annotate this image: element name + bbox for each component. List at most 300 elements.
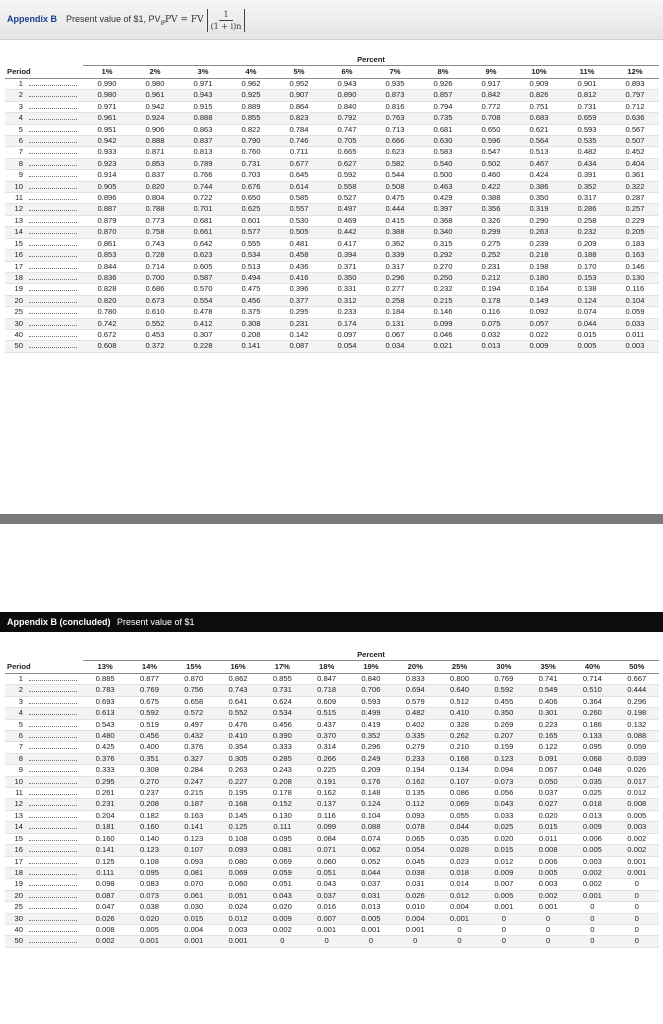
value-cell: 0.605: [179, 261, 227, 272]
value-cell: 0.861: [83, 238, 131, 249]
value-cell: 0.295: [275, 307, 323, 318]
table-row: [5, 272, 659, 283]
value-cell: 0.624: [260, 696, 304, 707]
period-number: 17: [14, 856, 23, 866]
value-cell: 0.069: [216, 867, 260, 878]
value-cell: 0.327: [172, 753, 216, 764]
period-number: 20: [14, 295, 23, 305]
period-number: 50: [14, 341, 23, 351]
value-cell: 0.071: [304, 845, 348, 856]
period-number: 25: [14, 902, 23, 912]
value-cell: 0.837: [131, 170, 179, 181]
table-row: [5, 284, 659, 295]
value-cell: 0.088: [349, 822, 393, 833]
value-cell: 0.788: [131, 204, 179, 215]
value-cell: 0.039: [615, 753, 659, 764]
value-cell: 0.164: [515, 284, 563, 295]
period-number: 1: [18, 79, 23, 88]
value-cell: 0.497: [323, 204, 371, 215]
value-cell: 0.475: [371, 193, 419, 204]
period-cell: [5, 833, 83, 844]
value-cell: 0.050: [526, 776, 570, 787]
period-cell: [5, 215, 83, 226]
value-cell: 0.794: [419, 101, 467, 112]
period-number: 12: [14, 799, 23, 809]
value-cell: 0.666: [371, 136, 419, 147]
period-cell: [5, 295, 83, 306]
value-cell: 0.168: [437, 753, 481, 764]
table-title: Present value of $1: [117, 617, 195, 627]
value-cell: 0.659: [563, 113, 611, 124]
leader-dots: [29, 794, 77, 795]
percent-header-spacer: [5, 55, 83, 66]
table-row: [5, 879, 659, 890]
appendix-label: Appendix B (concluded): [7, 617, 111, 627]
pv-table-2: [5, 650, 659, 948]
table-row: [5, 810, 659, 821]
rate-header: 15%: [172, 661, 216, 674]
value-cell: 0.596: [467, 136, 515, 147]
value-cell: 0: [526, 936, 570, 947]
value-cell: 0.152: [260, 799, 304, 810]
value-cell: 0.095: [127, 867, 171, 878]
value-cell: 0.301: [526, 708, 570, 719]
value-cell: 0.095: [570, 742, 614, 753]
value-cell: 0.001: [482, 902, 526, 913]
table-row: [5, 742, 659, 753]
value-cell: 0.714: [131, 261, 179, 272]
value-cell: 0.478: [179, 307, 227, 318]
value-cell: 0.746: [275, 136, 323, 147]
value-cell: 0.500: [419, 170, 467, 181]
value-cell: 0.210: [437, 742, 481, 753]
value-cell: 0.871: [131, 147, 179, 158]
value-cell: 0.037: [526, 788, 570, 799]
period-cell: [5, 147, 83, 158]
value-cell: 0.505: [275, 227, 323, 238]
value-cell: 0.784: [275, 124, 323, 135]
value-cell: 0.086: [437, 788, 481, 799]
period-number: 11: [15, 193, 23, 203]
value-cell: 0.001: [304, 924, 348, 935]
value-cell: 0.396: [275, 284, 323, 295]
value-cell: 0.890: [323, 90, 371, 101]
value-cell: 0.582: [371, 158, 419, 169]
table-row: [5, 696, 659, 707]
value-cell: 0.084: [304, 833, 348, 844]
value-cell: 0.031: [349, 890, 393, 901]
period-number: 7: [18, 742, 23, 752]
period-header: Period: [5, 66, 83, 79]
value-cell: 0.124: [349, 799, 393, 810]
value-cell: 0.424: [515, 170, 563, 181]
period-number: 3: [18, 101, 23, 111]
value-cell: 0.097: [323, 329, 371, 340]
formula-prefix: PV = FV: [165, 15, 204, 25]
rate-header: 13%: [83, 661, 127, 674]
value-cell: 0.339: [371, 250, 419, 261]
value-cell: 0.250: [419, 272, 467, 283]
value-cell: 0.422: [467, 181, 515, 192]
value-cell: 0.751: [515, 101, 563, 112]
value-cell: 0.458: [275, 250, 323, 261]
value-cell: 0.208: [260, 776, 304, 787]
percent-label: Percent: [83, 55, 659, 66]
value-cell: 0.371: [323, 261, 371, 272]
value-cell: 0.284: [172, 765, 216, 776]
value-cell: 0.700: [131, 272, 179, 283]
rate-header: 35%: [526, 661, 570, 674]
value-cell: 0.112: [393, 799, 437, 810]
period-number: 5: [18, 719, 23, 729]
value-cell: 0.962: [227, 79, 275, 90]
value-cell: 0.567: [611, 124, 659, 135]
leader-dots: [29, 828, 77, 829]
value-cell: 0.623: [179, 250, 227, 261]
period-cell: [5, 204, 83, 215]
value-cell: 0.054: [323, 341, 371, 352]
value-cell: 0.059: [260, 867, 304, 878]
leader-dots: [29, 908, 77, 909]
table-row: [5, 822, 659, 833]
value-cell: 0.877: [127, 674, 171, 685]
value-cell: 0.935: [371, 79, 419, 90]
value-cell: 0.456: [127, 731, 171, 742]
value-cell: 0.790: [227, 136, 275, 147]
value-cell: 0.262: [437, 731, 481, 742]
value-cell: 0.051: [304, 867, 348, 878]
rate-header: 1%: [83, 66, 131, 79]
value-cell: 0.772: [467, 101, 515, 112]
value-cell: 0: [482, 913, 526, 924]
value-cell: 0.037: [304, 890, 348, 901]
value-cell: 0.025: [482, 822, 526, 833]
period-number: 16: [14, 250, 23, 260]
period-cell: [5, 79, 83, 90]
period-number: 3: [18, 696, 23, 706]
value-cell: 0.681: [419, 124, 467, 135]
value-cell: 0.051: [216, 890, 260, 901]
value-cell: 0.007: [304, 913, 348, 924]
value-cell: 0.870: [83, 227, 131, 238]
value-cell: 0.453: [131, 329, 179, 340]
period-cell: [5, 742, 83, 753]
value-cell: 0.888: [131, 136, 179, 147]
table-row: [5, 318, 659, 329]
value-cell: 0.480: [83, 731, 127, 742]
value-cell: 0.444: [371, 204, 419, 215]
value-cell: 0.906: [131, 124, 179, 135]
period-cell: [5, 113, 83, 124]
value-cell: 0.296: [371, 272, 419, 283]
value-cell: 0.437: [304, 719, 348, 730]
value-cell: 0.728: [131, 250, 179, 261]
value-cell: 0.025: [570, 788, 614, 799]
value-cell: 0.009: [570, 822, 614, 833]
period-cell: [5, 261, 83, 272]
period-header: Period: [5, 661, 83, 674]
value-cell: 0.410: [216, 731, 260, 742]
table-row: [5, 765, 659, 776]
value-cell: 0.037: [349, 879, 393, 890]
period-cell: [5, 708, 83, 719]
value-cell: 0.587: [179, 272, 227, 283]
leader-dots: [29, 199, 77, 200]
column-header-row: [5, 661, 659, 674]
value-cell: 0.026: [83, 913, 127, 924]
value-cell: 0.123: [127, 845, 171, 856]
value-cell: 0: [437, 936, 481, 947]
value-cell: 0.519: [127, 719, 171, 730]
value-cell: 0.131: [371, 318, 419, 329]
value-cell: 0.016: [304, 902, 348, 913]
value-cell: 0.130: [611, 272, 659, 283]
period-cell: [5, 902, 83, 913]
leader-dots: [29, 726, 77, 727]
table-row: [5, 136, 659, 147]
value-cell: 0.376: [83, 753, 127, 764]
leader-dots: [29, 176, 77, 177]
rate-header: 25%: [437, 661, 481, 674]
leader-dots: [29, 313, 77, 314]
value-cell: 0.055: [437, 810, 481, 821]
value-cell: 0.783: [83, 685, 127, 696]
value-cell: 0.018: [437, 867, 481, 878]
leader-dots: [29, 336, 77, 337]
value-cell: 0.494: [227, 272, 275, 283]
leader-dots: [29, 931, 77, 932]
value-cell: 0.540: [419, 158, 467, 169]
value-cell: 0.610: [131, 307, 179, 318]
value-cell: 0.686: [131, 284, 179, 295]
value-cell: 0.207: [482, 731, 526, 742]
value-cell: 0.766: [179, 170, 227, 181]
value-cell: 0.116: [611, 284, 659, 295]
period-number: 40: [14, 329, 23, 339]
period-cell: [5, 685, 83, 696]
value-cell: 0.004: [172, 924, 216, 935]
value-cell: 0.400: [127, 742, 171, 753]
table-row: [5, 341, 659, 352]
rate-header: 10%: [515, 66, 563, 79]
value-cell: 0.543: [83, 719, 127, 730]
value-cell: 0.208: [127, 799, 171, 810]
value-cell: 0.350: [515, 193, 563, 204]
value-cell: 0.123: [482, 753, 526, 764]
value-cell: 0.007: [482, 879, 526, 890]
value-cell: 0.116: [304, 810, 348, 821]
value-cell: 0.735: [419, 113, 467, 124]
value-cell: 0.308: [127, 765, 171, 776]
period-number: 16: [14, 845, 23, 855]
value-cell: 0.681: [179, 215, 227, 226]
value-cell: 0.002: [615, 833, 659, 844]
value-cell: 0.233: [393, 753, 437, 764]
value-cell: 0.209: [349, 765, 393, 776]
value-cell: 0.676: [227, 181, 275, 192]
value-cell: 0.747: [323, 124, 371, 135]
value-cell: 0.181: [83, 822, 127, 833]
value-cell: 0.943: [179, 90, 227, 101]
value-cell: 0.013: [570, 810, 614, 821]
percent-label: Percent: [83, 650, 659, 661]
value-cell: 0.397: [419, 204, 467, 215]
value-cell: 0.215: [172, 788, 216, 799]
value-cell: 0.003: [526, 879, 570, 890]
period-number: 2: [18, 90, 23, 100]
value-cell: 0.208: [227, 329, 275, 340]
value-cell: 0.315: [419, 238, 467, 249]
value-cell: 0.552: [131, 318, 179, 329]
value-cell: 0.002: [526, 890, 570, 901]
value-cell: 0.308: [227, 318, 275, 329]
value-cell: 0.853: [131, 158, 179, 169]
value-cell: 0.067: [371, 329, 419, 340]
value-cell: 0.184: [371, 307, 419, 318]
value-cell: 0.812: [563, 90, 611, 101]
value-cell: 0.287: [611, 193, 659, 204]
value-cell: 0.060: [304, 856, 348, 867]
table-row: [5, 158, 659, 169]
table-title-subscript: IF: [160, 20, 166, 27]
period-number: 10: [14, 776, 23, 786]
value-cell: 0.455: [482, 696, 526, 707]
value-cell: 0.705: [323, 136, 371, 147]
value-cell: 0.340: [419, 227, 467, 238]
table-row: [5, 124, 659, 135]
value-cell: 0.534: [260, 708, 304, 719]
value-cell: 0.780: [83, 307, 131, 318]
value-cell: 0.971: [179, 79, 227, 90]
value-cell: 0.013: [467, 341, 515, 352]
value-cell: 0.065: [393, 833, 437, 844]
value-cell: 0.351: [127, 753, 171, 764]
value-cell: 0.191: [304, 776, 348, 787]
value-cell: 0.052: [349, 856, 393, 867]
leader-dots: [29, 771, 77, 772]
value-cell: 0.706: [349, 685, 393, 696]
period-number: 50: [14, 936, 23, 946]
period-number: 19: [14, 284, 23, 294]
appendix-b-concluded-panel: [0, 612, 663, 1024]
value-cell: 0.804: [131, 193, 179, 204]
value-cell: 0.469: [323, 215, 371, 226]
value-cell: 0.001: [393, 924, 437, 935]
value-cell: 0.231: [467, 261, 515, 272]
rate-header: 18%: [304, 661, 348, 674]
value-cell: 0.404: [611, 158, 659, 169]
value-cell: 0.225: [304, 765, 348, 776]
value-cell: 0: [615, 890, 659, 901]
value-cell: 0.069: [437, 799, 481, 810]
value-cell: 0.873: [371, 90, 419, 101]
value-cell: 0.069: [260, 856, 304, 867]
value-cell: 0.593: [349, 696, 393, 707]
percent-header-row: [5, 55, 659, 66]
value-cell: 0.051: [260, 879, 304, 890]
period-cell: [5, 307, 83, 318]
value-cell: 0.952: [275, 79, 323, 90]
table-row: [5, 101, 659, 112]
table-row: [5, 227, 659, 238]
value-cell: 0.160: [127, 822, 171, 833]
value-cell: 0.277: [371, 284, 419, 295]
value-cell: 0.258: [563, 215, 611, 226]
value-cell: 0.212: [467, 272, 515, 283]
value-cell: 0.088: [615, 731, 659, 742]
value-cell: 0.572: [172, 708, 216, 719]
value-cell: 0.012: [615, 788, 659, 799]
value-cell: 0.317: [371, 261, 419, 272]
value-cell: 0.032: [467, 329, 515, 340]
value-cell: 0.915: [179, 101, 227, 112]
leader-dots: [29, 714, 77, 715]
period-cell: [5, 227, 83, 238]
period-cell: [5, 867, 83, 878]
value-cell: 0.368: [419, 215, 467, 226]
value-cell: 0.482: [563, 147, 611, 158]
value-cell: 0.942: [83, 136, 131, 147]
value-cell: 0.893: [611, 79, 659, 90]
value-cell: 0.800: [437, 674, 481, 685]
period-cell: [5, 90, 83, 101]
value-cell: 0.232: [563, 227, 611, 238]
value-cell: 0.194: [467, 284, 515, 295]
period-cell: [5, 250, 83, 261]
value-cell: 0.333: [83, 765, 127, 776]
rate-header: 50%: [615, 661, 659, 674]
value-cell: 0.703: [227, 170, 275, 181]
value-cell: 0.093: [393, 810, 437, 821]
value-cell: 0.769: [482, 674, 526, 685]
value-cell: 0.925: [227, 90, 275, 101]
value-cell: 0.020: [260, 902, 304, 913]
value-cell: 0.231: [275, 318, 323, 329]
value-cell: 0.048: [570, 765, 614, 776]
value-cell: 0.005: [563, 341, 611, 352]
value-cell: 0.564: [515, 136, 563, 147]
value-cell: 0.001: [172, 936, 216, 947]
value-cell: 0.961: [131, 90, 179, 101]
value-cell: 0.098: [83, 879, 127, 890]
leader-dots: [29, 188, 77, 189]
period-cell: [5, 101, 83, 112]
value-cell: 0.122: [526, 742, 570, 753]
value-cell: 0.001: [437, 913, 481, 924]
rate-header: 17%: [260, 661, 304, 674]
value-cell: 0.909: [515, 79, 563, 90]
value-cell: 0.028: [437, 845, 481, 856]
value-cell: 0.026: [615, 765, 659, 776]
value-cell: 0.924: [131, 113, 179, 124]
value-cell: 0.231: [83, 799, 127, 810]
value-cell: 0.006: [570, 833, 614, 844]
value-cell: 0.741: [526, 674, 570, 685]
leader-dots: [29, 290, 77, 291]
leader-dots: [29, 268, 77, 269]
value-cell: 0.020: [482, 833, 526, 844]
value-cell: 0.074: [349, 833, 393, 844]
value-cell: 0.530: [275, 215, 323, 226]
table-row: [5, 295, 659, 306]
period-number: 14: [14, 227, 23, 237]
rate-header: 11%: [563, 66, 611, 79]
value-cell: 0.141: [172, 822, 216, 833]
value-cell: 0.269: [482, 719, 526, 730]
value-cell: 0.463: [419, 181, 467, 192]
value-cell: 0.005: [127, 924, 171, 935]
value-cell: 0.087: [83, 890, 127, 901]
